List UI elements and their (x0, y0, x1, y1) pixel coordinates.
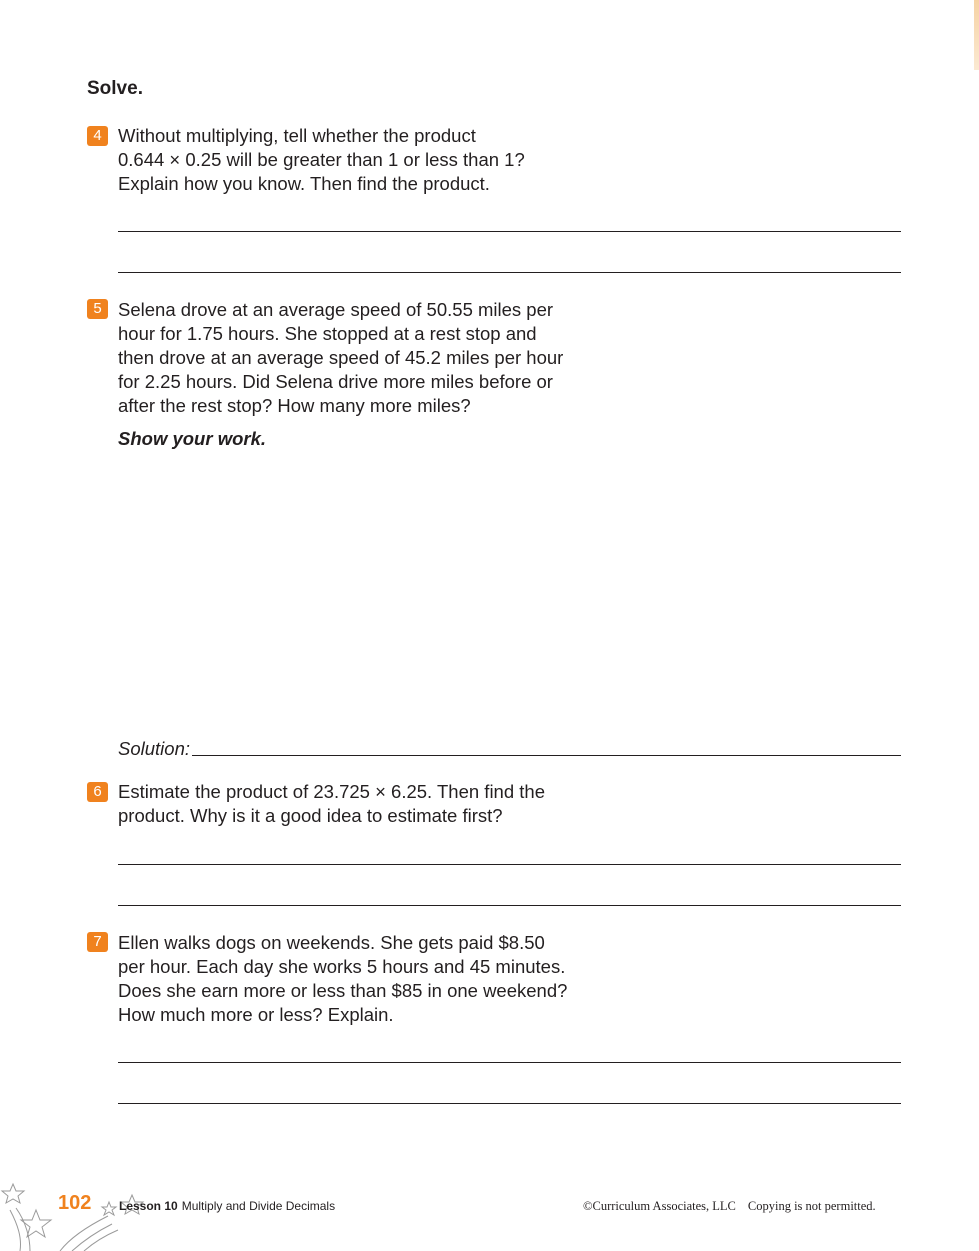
copyright-text: ©Curriculum Associates, LLC (583, 1199, 736, 1213)
question-5-line: for 2.25 hours. Did Selena drive more miles before or (118, 371, 553, 392)
solution-label: Solution: (118, 738, 190, 759)
question-7-line: per hour. Each day she works 5 hours and 45 minutes. (118, 956, 566, 977)
page-number: 102 (58, 1192, 92, 1214)
question-6-answer-line[interactable] (118, 864, 901, 865)
lesson-title: Multiply and Divide Decimals (181, 1199, 336, 1213)
question-7-line: Does she earn more or less than $85 in one weekend? (118, 980, 568, 1001)
solution-answer-line[interactable] (192, 755, 901, 756)
show-your-work-label: Show your work. (118, 428, 267, 449)
question-4-line: 0.644 × 0.25 will be greater than 1 or less than 1? (118, 149, 525, 170)
decorative-stars-icon (0, 1180, 160, 1251)
question-7-text (118, 931, 567, 1027)
question-4-line: Without multiplying, tell whether the product (118, 125, 476, 146)
question-7-number-badge: 7 (87, 932, 108, 952)
question-7-line: Ellen walks dogs on weekends. She gets paid $8.50 (118, 932, 545, 953)
copying-notice: Copying is not permitted. (747, 1199, 876, 1213)
lesson-footer (119, 1199, 335, 1213)
question-5-text (118, 298, 563, 418)
question-5-line: then drove at an average speed of 45.2 miles per hour (118, 347, 564, 368)
page-edge-tab (974, 0, 979, 70)
lesson-label: Lesson 10 (119, 1199, 178, 1213)
question-5-line: Selena drove at an average speed of 50.55 miles per (118, 299, 554, 320)
question-4-text (118, 124, 525, 196)
question-7-line: How much more or less? Explain. (118, 1004, 394, 1025)
question-7-answer-line[interactable] (118, 1062, 901, 1063)
question-4-number-badge: 4 (87, 126, 108, 146)
question-4-answer-line[interactable] (118, 272, 901, 273)
copyright-footer (583, 1199, 876, 1214)
section-heading: Solve. (87, 78, 143, 99)
question-7-answer-line[interactable] (118, 1103, 901, 1104)
question-5-line: hour for 1.75 hours. She stopped at a rest stop and (118, 323, 537, 344)
question-4-line: Explain how you know. Then find the product. (118, 173, 490, 194)
question-5-number-badge: 5 (87, 299, 108, 319)
question-6-number-badge: 6 (87, 782, 108, 802)
question-5-line: after the rest stop? How many more miles? (118, 395, 471, 416)
question-6-line: Estimate the product of 23.725 × 6.25. Then find the (118, 781, 545, 802)
question-6-line: product. Why is it a good idea to estimate first? (118, 805, 503, 826)
question-6-answer-line[interactable] (118, 905, 901, 906)
question-6-text (118, 780, 545, 828)
question-4-answer-line[interactable] (118, 231, 901, 232)
